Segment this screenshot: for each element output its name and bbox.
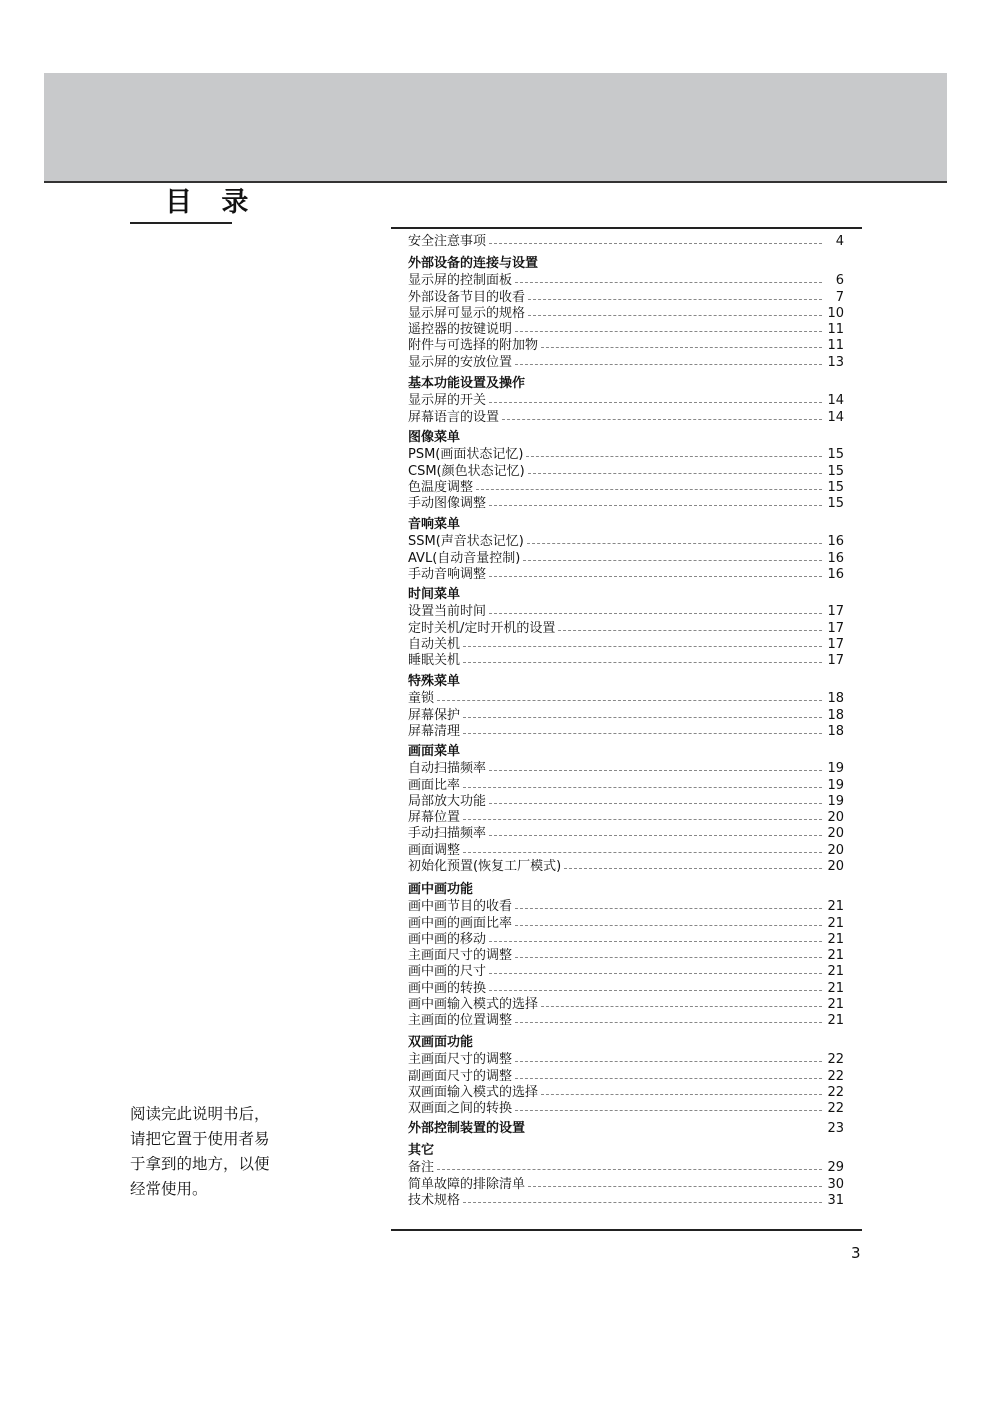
toc-entry-label: 屏幕清理 [408,723,461,739]
toc-entry-label: 附件与可选择的附加物 [408,338,539,354]
toc-entry[interactable] [408,409,844,425]
toc-entry-page: 23 [827,1121,844,1137]
toc-entry[interactable] [408,1160,844,1176]
toc-section-safety [408,234,844,250]
toc-entry[interactable] [408,859,844,875]
toc-entry[interactable] [408,534,844,550]
toc-entry[interactable] [408,1085,844,1101]
toc-entry[interactable] [408,842,844,858]
toc-entry-page: 4 [835,234,844,250]
leader-dots [463,852,822,853]
toc-heading[interactable]: 双画面功能 [408,1035,474,1050]
header-band [44,73,947,183]
toc-entry-label: 外部控制装置的设置 [408,1121,526,1137]
toc-section-other [408,1143,844,1209]
toc-heading[interactable]: 其它 [408,1143,435,1158]
toc-entry-page: 21 [827,948,844,964]
toc-entry-label: 屏幕保护 [408,707,461,723]
toc-entry[interactable] [408,480,844,496]
toc-entry-label: 主画面的位置调整 [408,1013,513,1029]
leader-dots [541,1094,822,1095]
leader-dots [489,505,822,506]
leader-dots [489,613,822,614]
leader-dots [463,646,822,647]
toc-entry-label: 手动图像调整 [408,496,487,512]
leader-dots [515,908,822,909]
toc-entry-label: CSM(颜色状态记忆) [408,463,525,479]
toc-section-screen [408,744,844,875]
toc-entry-page: 15 [827,447,844,463]
toc-section-dual [408,1035,844,1117]
toc-entry-label: 安全注意事项 [408,234,487,250]
toc-entry-page: 21 [827,931,844,947]
leader-dots [528,1186,822,1187]
toc-entry-label: 童锁 [408,691,435,707]
toc-entry-page: 22 [827,1068,844,1084]
leader-dots [489,803,822,804]
toc-heading[interactable]: 音响菜单 [408,517,461,532]
toc-entry-label: 主画面尺寸的调整 [408,948,513,964]
toc-entry-page: 19 [827,793,844,809]
toc-entry[interactable] [408,604,844,620]
toc-entry-page: 17 [827,604,844,620]
toc-entry-label: 双画面之间的转换 [408,1101,513,1117]
toc-entry-label: 手动音响调整 [408,566,487,582]
toc-entry[interactable] [408,826,844,842]
toc-entry[interactable] [408,306,844,322]
toc-entry-label: 定时关机/定时开机的设置 [408,620,556,636]
toc-entry-label: 画中画的移动 [408,931,487,947]
leader-dots [463,662,822,663]
toc-entry-label: 技术规格 [408,1192,461,1208]
toc-entry-label: 画中画节目的收看 [408,899,513,915]
usage-note: 阅读完此说明书后，请把它置于使用者易于拿到的地方，以便经常使用。 [130,1105,270,1198]
leader-dots [515,1078,822,1079]
toc-entry[interactable] [408,899,844,915]
toc-entry[interactable] [408,273,844,289]
toc-entry-page: 31 [827,1192,844,1208]
toc-section-pip [408,882,844,1029]
leader-dots [489,941,822,942]
toc-heading[interactable]: 画中画功能 [408,882,474,897]
toc-entry-label: SSM(声音状态记忆) [408,534,524,550]
toc-entry[interactable] [408,393,844,409]
toc-entry[interactable] [408,777,844,793]
toc-entry-page: 19 [827,777,844,793]
leader-dots [437,700,822,701]
toc-entry-label: 色温度调整 [408,479,474,495]
toc-entry[interactable] [408,1068,844,1084]
toc-entry-page: 17 [827,636,844,652]
leader-dots [541,1006,822,1007]
toc-entry[interactable] [408,932,844,948]
toc-entry-page: 16 [827,566,844,582]
toc-entry[interactable] [408,338,844,354]
toc-entry[interactable] [408,1121,844,1137]
toc-entry-label: 画面调整 [408,842,461,858]
toc-entry[interactable] [408,810,844,826]
toc-entry-label: 设置当前时间 [408,604,487,620]
toc-entry-label: 屏幕语言的设置 [408,409,500,425]
toc-entry-page: 21 [827,1013,844,1029]
toc-entry[interactable] [408,447,844,463]
leader-dots [526,456,822,457]
toc-entry-page: 17 [827,653,844,669]
toc-entry-page: 22 [827,1101,844,1117]
leader-dots [489,835,822,836]
toc-entry-page: 18 [827,691,844,707]
toc-entry-page: 20 [827,810,844,826]
toc-entry-label: 外部设备节目的收看 [408,289,526,305]
leader-dots [515,364,822,365]
toc-entry-page: 16 [827,550,844,566]
toc-heading[interactable]: 画面菜单 [408,744,461,759]
toc-entry-page: 21 [827,899,844,915]
toc-entry-label: 局部放大功能 [408,793,487,809]
toc-entry[interactable] [408,980,844,996]
toc-entry[interactable] [408,1101,844,1117]
leader-dots [515,1022,822,1023]
toc-entry-page: 17 [827,620,844,636]
toc-entry-page: 21 [827,997,844,1013]
toc-entry-label: 简单故障的排除清单 [408,1176,526,1192]
toc-entry[interactable] [408,637,844,653]
toc-entry[interactable] [408,997,844,1013]
leader-dots [437,1169,822,1170]
toc-entry[interactable] [408,761,844,777]
leader-dots [528,299,822,300]
leader-dots [463,1202,822,1203]
toc-section-picture [408,430,844,512]
toc-entry[interactable] [408,1013,844,1029]
toc-entry[interactable] [408,322,844,338]
toc-entry-label: 显示屏可显示的规格 [408,305,526,321]
leader-dots [489,990,822,991]
leader-dots [489,770,822,771]
toc-entry-page: 11 [827,322,844,338]
toc-section-ext-control [408,1121,844,1137]
toc-entry[interactable] [408,567,844,583]
toc-entry-page: 29 [827,1160,844,1176]
toc-entry-label: AVL(自动音量控制) [408,550,521,566]
leader-dots [515,1061,822,1062]
title-underline [130,222,232,224]
toc-entry-page: 11 [827,338,844,354]
toc-entry-label: 主画面尺寸的调整 [408,1052,513,1068]
page-title: 目 录 [165,187,259,218]
toc-heading[interactable]: 特殊菜单 [408,674,461,689]
leader-dots [528,315,822,316]
leader-dots [463,819,822,820]
toc-entry[interactable] [408,724,844,740]
toc-heading[interactable]: 时间菜单 [408,587,461,602]
leader-dots [558,630,822,631]
leader-dots [527,543,822,544]
toc-entry-label: 画中画的画面比率 [408,915,513,931]
toc-entry-label: 显示屏的控制面板 [408,273,513,289]
toc-section-sound [408,517,844,583]
toc-entry-page: 20 [827,859,844,875]
toc-entry-page: 6 [835,273,844,289]
toc-entry-label: 睡眠关机 [408,653,461,669]
toc-entry[interactable] [408,234,844,250]
toc-entry-page: 22 [827,1052,844,1068]
toc-entry-page: 18 [827,707,844,723]
toc-entry[interactable] [408,653,844,669]
toc-entry[interactable] [408,948,844,964]
leader-dots [502,419,822,420]
toc-entry-page: 30 [827,1176,844,1192]
toc-entry-label: 画中画输入模式的选择 [408,997,539,1013]
leader-dots [515,925,822,926]
leader-dots [489,576,822,577]
toc-entry-label: 画面比率 [408,777,461,793]
toc-section-special [408,674,844,740]
toc-entry-page: 10 [827,305,844,321]
leader-dots [515,1110,822,1111]
toc-entry-label: 自动扫描频率 [408,761,487,777]
toc-entry[interactable] [408,496,844,512]
leader-dots [515,957,822,958]
leader-dots [489,402,822,403]
toc-heading[interactable]: 图像菜单 [408,430,461,445]
toc-entry-label: 画中画的尺寸 [408,964,487,980]
toc-entry-page: 13 [827,354,844,370]
toc-entry-label: 显示屏的开关 [408,393,487,409]
table-of-contents [391,227,862,1231]
toc-entry[interactable] [408,1052,844,1068]
toc-entry-page: 21 [827,980,844,996]
toc-entry-label: 初始化预置(恢复工厂模式) [408,859,562,875]
leader-dots [463,717,822,718]
toc-entry[interactable] [408,463,844,479]
leader-dots [463,787,822,788]
toc-entry-page: 15 [827,479,844,495]
toc-entry-page: 21 [827,964,844,980]
toc-section-external [408,256,844,371]
toc-heading[interactable]: 基本功能设置及操作 [408,376,526,391]
toc-section-time [408,587,844,669]
toc-entry[interactable] [408,550,844,566]
toc-entry[interactable] [408,1176,844,1192]
leader-dots [528,473,822,474]
toc-entry-label: PSM(画面状态记忆) [408,447,524,463]
toc-entry-page: 21 [827,915,844,931]
toc-entry[interactable] [408,707,844,723]
toc-entry-label: 自动关机 [408,636,461,652]
leader-dots [463,733,822,734]
leader-dots [515,331,822,332]
page-number: 3 [851,1244,861,1262]
toc-entry[interactable] [408,964,844,980]
toc-entry-label: 遥控器的按键说明 [408,322,513,338]
toc-entry-label: 双画面输入模式的选择 [408,1084,539,1100]
toc-entry-page: 15 [827,463,844,479]
toc-entry[interactable] [408,354,844,370]
toc-entry-page: 14 [827,409,844,425]
toc-entry-page: 7 [835,289,844,305]
toc-entry-page: 16 [827,534,844,550]
toc-entry-page: 20 [827,842,844,858]
leader-dots [564,868,822,869]
toc-entry-label: 画中画的转换 [408,980,487,996]
toc-entry-label: 手动扫描频率 [408,826,487,842]
toc-entry-page: 18 [827,723,844,739]
leader-dots [515,282,822,283]
toc-entry[interactable] [408,289,844,305]
toc-entry-label: 副画面尺寸的调整 [408,1068,513,1084]
toc-entry-page: 20 [827,826,844,842]
leader-dots [476,489,822,490]
toc-entry[interactable] [408,915,844,931]
toc-entry-page: 14 [827,393,844,409]
leader-dots [489,973,822,974]
toc-section-basic [408,376,844,426]
toc-entry[interactable] [408,620,844,636]
toc-entry[interactable] [408,794,844,810]
toc-entry[interactable] [408,691,844,707]
toc-entry[interactable] [408,1193,844,1209]
leader-dots [541,347,822,348]
toc-entry-page: 22 [827,1084,844,1100]
toc-entry-page: 15 [827,496,844,512]
leader-dots [489,243,822,244]
toc-entry-label: 屏幕位置 [408,810,461,826]
toc-entry-page: 19 [827,761,844,777]
toc-heading[interactable]: 外部设备的连接与设置 [408,256,539,271]
toc-entry-label: 显示屏的安放位置 [408,354,513,370]
toc-entry-label: 备注 [408,1160,435,1176]
leader-dots [523,560,822,561]
